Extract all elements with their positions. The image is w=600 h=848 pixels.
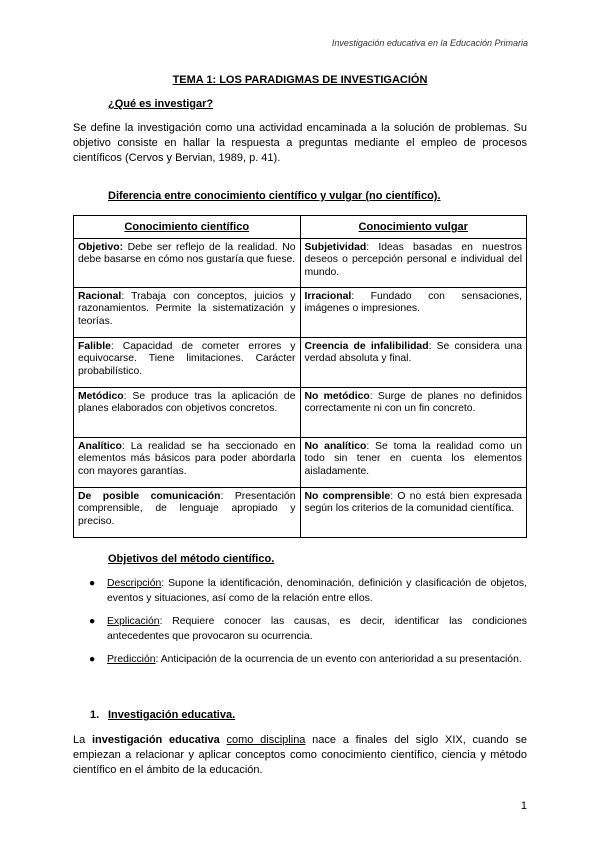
item-term: Predicción	[107, 654, 156, 665]
table-header-row	[74, 216, 527, 239]
table-cell-vulgar	[300, 437, 527, 487]
bold-term: investigación educativa	[91, 734, 220, 746]
table-cell-cientifico	[74, 287, 301, 337]
list-item	[73, 614, 527, 644]
item-text: : Anticipación de la ocurrencia de un evento con anterioridad a su presentación.	[155, 654, 522, 665]
page-number: 1	[520, 800, 527, 812]
table-cell-vulgar	[300, 487, 527, 537]
page-title: TEMA 1: LOS PARADIGMAS DE INVESTIGACIÓN	[172, 74, 428, 86]
item-text: : Supone la identificación, denominación, definición y clasificación de objetos, eventos y situaciones, así como de la relación entre ellos.	[107, 578, 527, 604]
bullet-icon: ●	[89, 616, 96, 627]
table-cell-cientifico	[74, 487, 301, 537]
term: Irracional	[304, 290, 352, 302]
bullet-icon: ●	[89, 654, 96, 665]
term: De posible comunicación	[78, 490, 221, 502]
intro-paragraph	[73, 733, 527, 778]
list-item	[73, 652, 527, 667]
term: No comprensible	[304, 490, 391, 502]
table-row	[74, 287, 527, 337]
term: No metódico	[304, 390, 370, 402]
term: Creencia de infalibilidad	[304, 340, 429, 352]
description: : Trabaja con conceptos, juicios y razonamientos. Permite la sistematización y teorías.	[78, 290, 296, 327]
item-term: Descripción	[107, 578, 162, 589]
section-heading-investigacion-educativa: Investigación educativa.	[108, 709, 236, 721]
item-term: Explicación	[107, 616, 160, 627]
item-text: : Requiere conocer las causas, es decir, identificar las condiciones antecedentes que provocaron su ocurrencia.	[107, 616, 527, 642]
section-heading-investigar: ¿Qué es investigar?	[108, 98, 214, 110]
section-number: 1.	[90, 709, 100, 721]
table-cell-cientifico	[74, 238, 301, 287]
underlined-term: como disciplina	[226, 734, 306, 746]
table-cell-cientifico	[74, 337, 301, 387]
bullet-icon: ●	[89, 578, 96, 589]
term: Falible	[78, 340, 111, 352]
term: Subjetividad	[304, 241, 367, 253]
table-cell-cientifico	[74, 387, 301, 437]
table-row	[74, 487, 527, 537]
term: Analítico	[78, 440, 122, 452]
text-run: nace a finales del siglo XIX, cuando se empiezan a relacionar y aplicar conceptos como conocimiento científico, ciencia y método científico en el ámbito de la educación.	[73, 734, 527, 776]
description: Debe ser reflejo de la realidad. No debe basarse en cómo nos gustaría que fuese.	[78, 241, 296, 266]
description: : Capacidad de cometer errores y equivocarse. Tiene limitaciones. Carácter probabilístico.	[78, 340, 296, 377]
table-cell-vulgar	[300, 238, 527, 287]
table-cell-cientifico	[74, 437, 301, 487]
description: : Se toma la realidad como un todo sin tener en cuenta los elementos aisladamente.	[304, 440, 522, 477]
objectives-list	[73, 576, 527, 675]
column-header-cientifico: Conocimiento científico	[74, 216, 301, 239]
description: : La realidad se ha seccionado en elementos más básicos para poder abordarla con mayores garantías.	[78, 440, 296, 477]
term: Objetivo:	[78, 241, 124, 253]
description: : Fundado con sensaciones, imágenes o impresiones.	[304, 290, 522, 315]
description: : Se produce tras la aplicación de planes elaborados con objetivos concretos.	[78, 390, 296, 415]
definition-paragraph: Se define la investigación como una actividad encaminada a la solución de problemas. Su objetivo consiste en hallar la respuesta a preguntas mediante el empleo de procesos científicos (Cervos y Bervian, 1989, p. 41).	[73, 122, 527, 164]
objectives-heading: Objetivos del método científico.	[108, 553, 275, 565]
description: : Surge de planes no definidos correctamente ni con un fin concreto.	[304, 390, 522, 415]
table-cell-vulgar	[300, 337, 527, 387]
description: : Se considera una verdad absoluta y final.	[304, 340, 522, 365]
table-row	[74, 337, 527, 387]
table-cell-vulgar	[300, 387, 527, 437]
text-run: La	[73, 734, 92, 746]
term: Metódico	[78, 390, 124, 402]
description: : O no está bien expresada según los criterios de la comunidad científica.	[304, 490, 522, 515]
table-row	[74, 437, 527, 487]
comparison-table	[73, 215, 527, 538]
column-header-vulgar: Conocimiento vulgar	[300, 216, 527, 239]
description: : Presentación comprensible, de lenguaje apropiado y preciso.	[78, 490, 296, 527]
table-row	[74, 387, 527, 437]
running-header: Investigación educativa en la Educación Primaria	[331, 38, 528, 48]
description: : Ideas basadas en nuestros deseos o percepción personal e individual del mundo.	[304, 241, 522, 278]
table-cell-vulgar	[300, 287, 527, 337]
term: Racional	[78, 290, 122, 302]
table-heading: Diferencia entre conocimiento científico y vulgar (no científico).	[108, 190, 441, 202]
text-run	[220, 734, 227, 746]
list-item	[73, 576, 527, 606]
term: No analítico	[304, 440, 367, 452]
table-row	[74, 238, 527, 287]
